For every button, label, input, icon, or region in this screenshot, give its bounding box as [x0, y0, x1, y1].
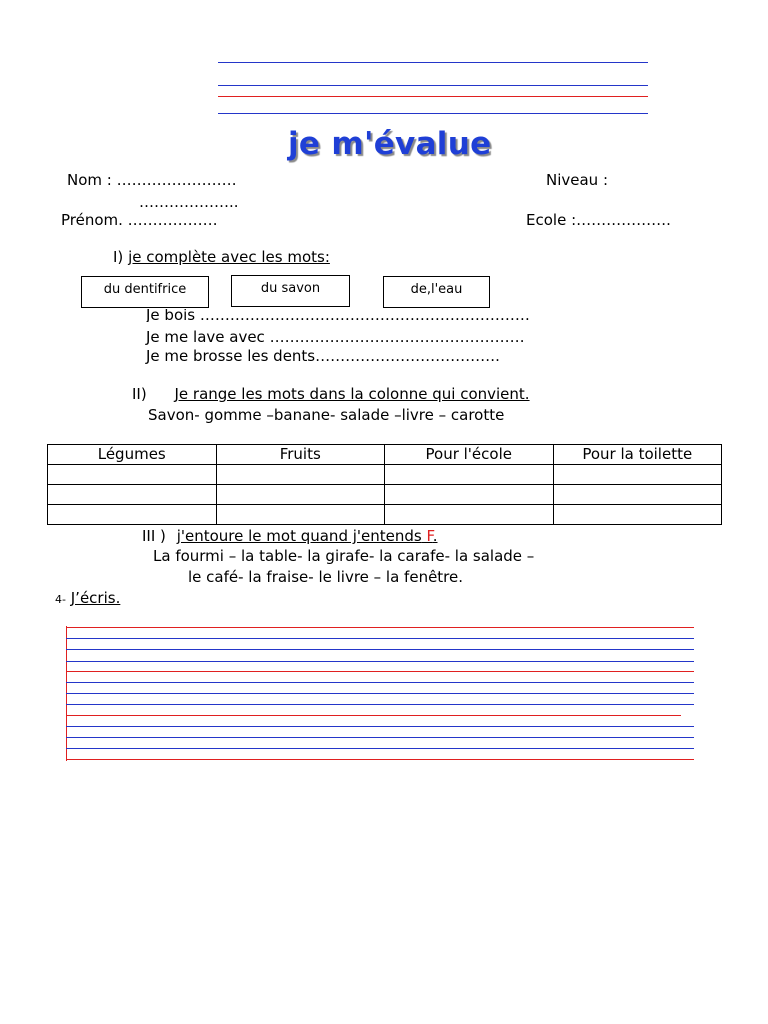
table-cell[interactable] — [48, 505, 217, 525]
table-row — [48, 485, 722, 505]
table-cell[interactable] — [553, 485, 722, 505]
section2-heading — [132, 385, 530, 403]
column-header-fruits: Fruits — [216, 445, 385, 465]
table-header-row — [48, 445, 722, 465]
section2-word-list: Savon- gomme –banane- salade –livre – carotte — [148, 406, 505, 424]
writing-area[interactable] — [66, 626, 694, 762]
table-cell[interactable] — [385, 465, 554, 485]
sentence-je-me-lave[interactable]: Je me lave avec …………………………………………… — [146, 328, 525, 346]
section3-word-line-1: La fourmi – la table- la girafe- la carafe- la salade – — [153, 547, 535, 565]
section3-title-text: j'entoure le mot quand j'entends — [176, 527, 422, 545]
table-row — [48, 505, 722, 525]
section2-number: II) — [132, 385, 147, 403]
column-header-ecole: Pour l'école — [385, 445, 554, 465]
table-cell[interactable] — [216, 485, 385, 505]
word-box-savon: du savon — [231, 275, 350, 307]
section3-title — [177, 527, 438, 545]
nom-field[interactable]: Nom : …………………… — [67, 171, 237, 189]
table-cell[interactable] — [553, 505, 722, 525]
sentence-je-bois[interactable] — [146, 309, 530, 322]
section1-number: I) — [113, 248, 124, 266]
sentence-je-me-brosse[interactable]: Je me brosse les dents………………………………. — [146, 347, 500, 365]
table-cell[interactable] — [553, 465, 722, 485]
table-cell[interactable] — [385, 485, 554, 505]
prenom-field[interactable]: Prénom. ……………… — [61, 211, 218, 229]
column-header-toilette: Pour la toilette — [553, 445, 722, 465]
table-cell[interactable] — [216, 505, 385, 525]
word-box-dentifrice: du dentifrice — [81, 276, 209, 308]
page-title: je m'évalue — [288, 126, 492, 162]
section2-title: Je range les mots dans la colonne qui convient. — [174, 385, 530, 403]
section4-number: 4- — [55, 593, 66, 606]
sentence-je-bois-text: Je bois ………………………………………………………… — [146, 309, 530, 322]
table-row — [48, 465, 722, 485]
table-cell[interactable] — [48, 485, 217, 505]
section4-title: J’écris. — [70, 589, 121, 607]
ecole-field[interactable]: Ecole :………………. — [526, 211, 671, 229]
word-box-eau: de,l'eau — [383, 276, 490, 308]
nom-field-continuation: ……………….. — [139, 193, 239, 211]
niveau-field[interactable]: Niveau : — [546, 171, 609, 189]
table-cell[interactable] — [216, 465, 385, 485]
section3-period: . — [432, 527, 438, 545]
table-cell[interactable] — [385, 505, 554, 525]
column-header-legumes: Légumes — [48, 445, 217, 465]
section3-letter: F — [426, 527, 433, 545]
section1-heading — [113, 248, 330, 266]
section1-title: je complète avec les mots: — [128, 248, 330, 266]
sort-table — [47, 444, 722, 525]
section3-heading — [142, 527, 438, 545]
section4-heading — [55, 589, 120, 609]
section3-word-line-2: le café- la fraise- le livre – la fenêtre. — [188, 568, 464, 586]
section3-number: III ) — [142, 527, 166, 545]
table-cell[interactable] — [48, 465, 217, 485]
